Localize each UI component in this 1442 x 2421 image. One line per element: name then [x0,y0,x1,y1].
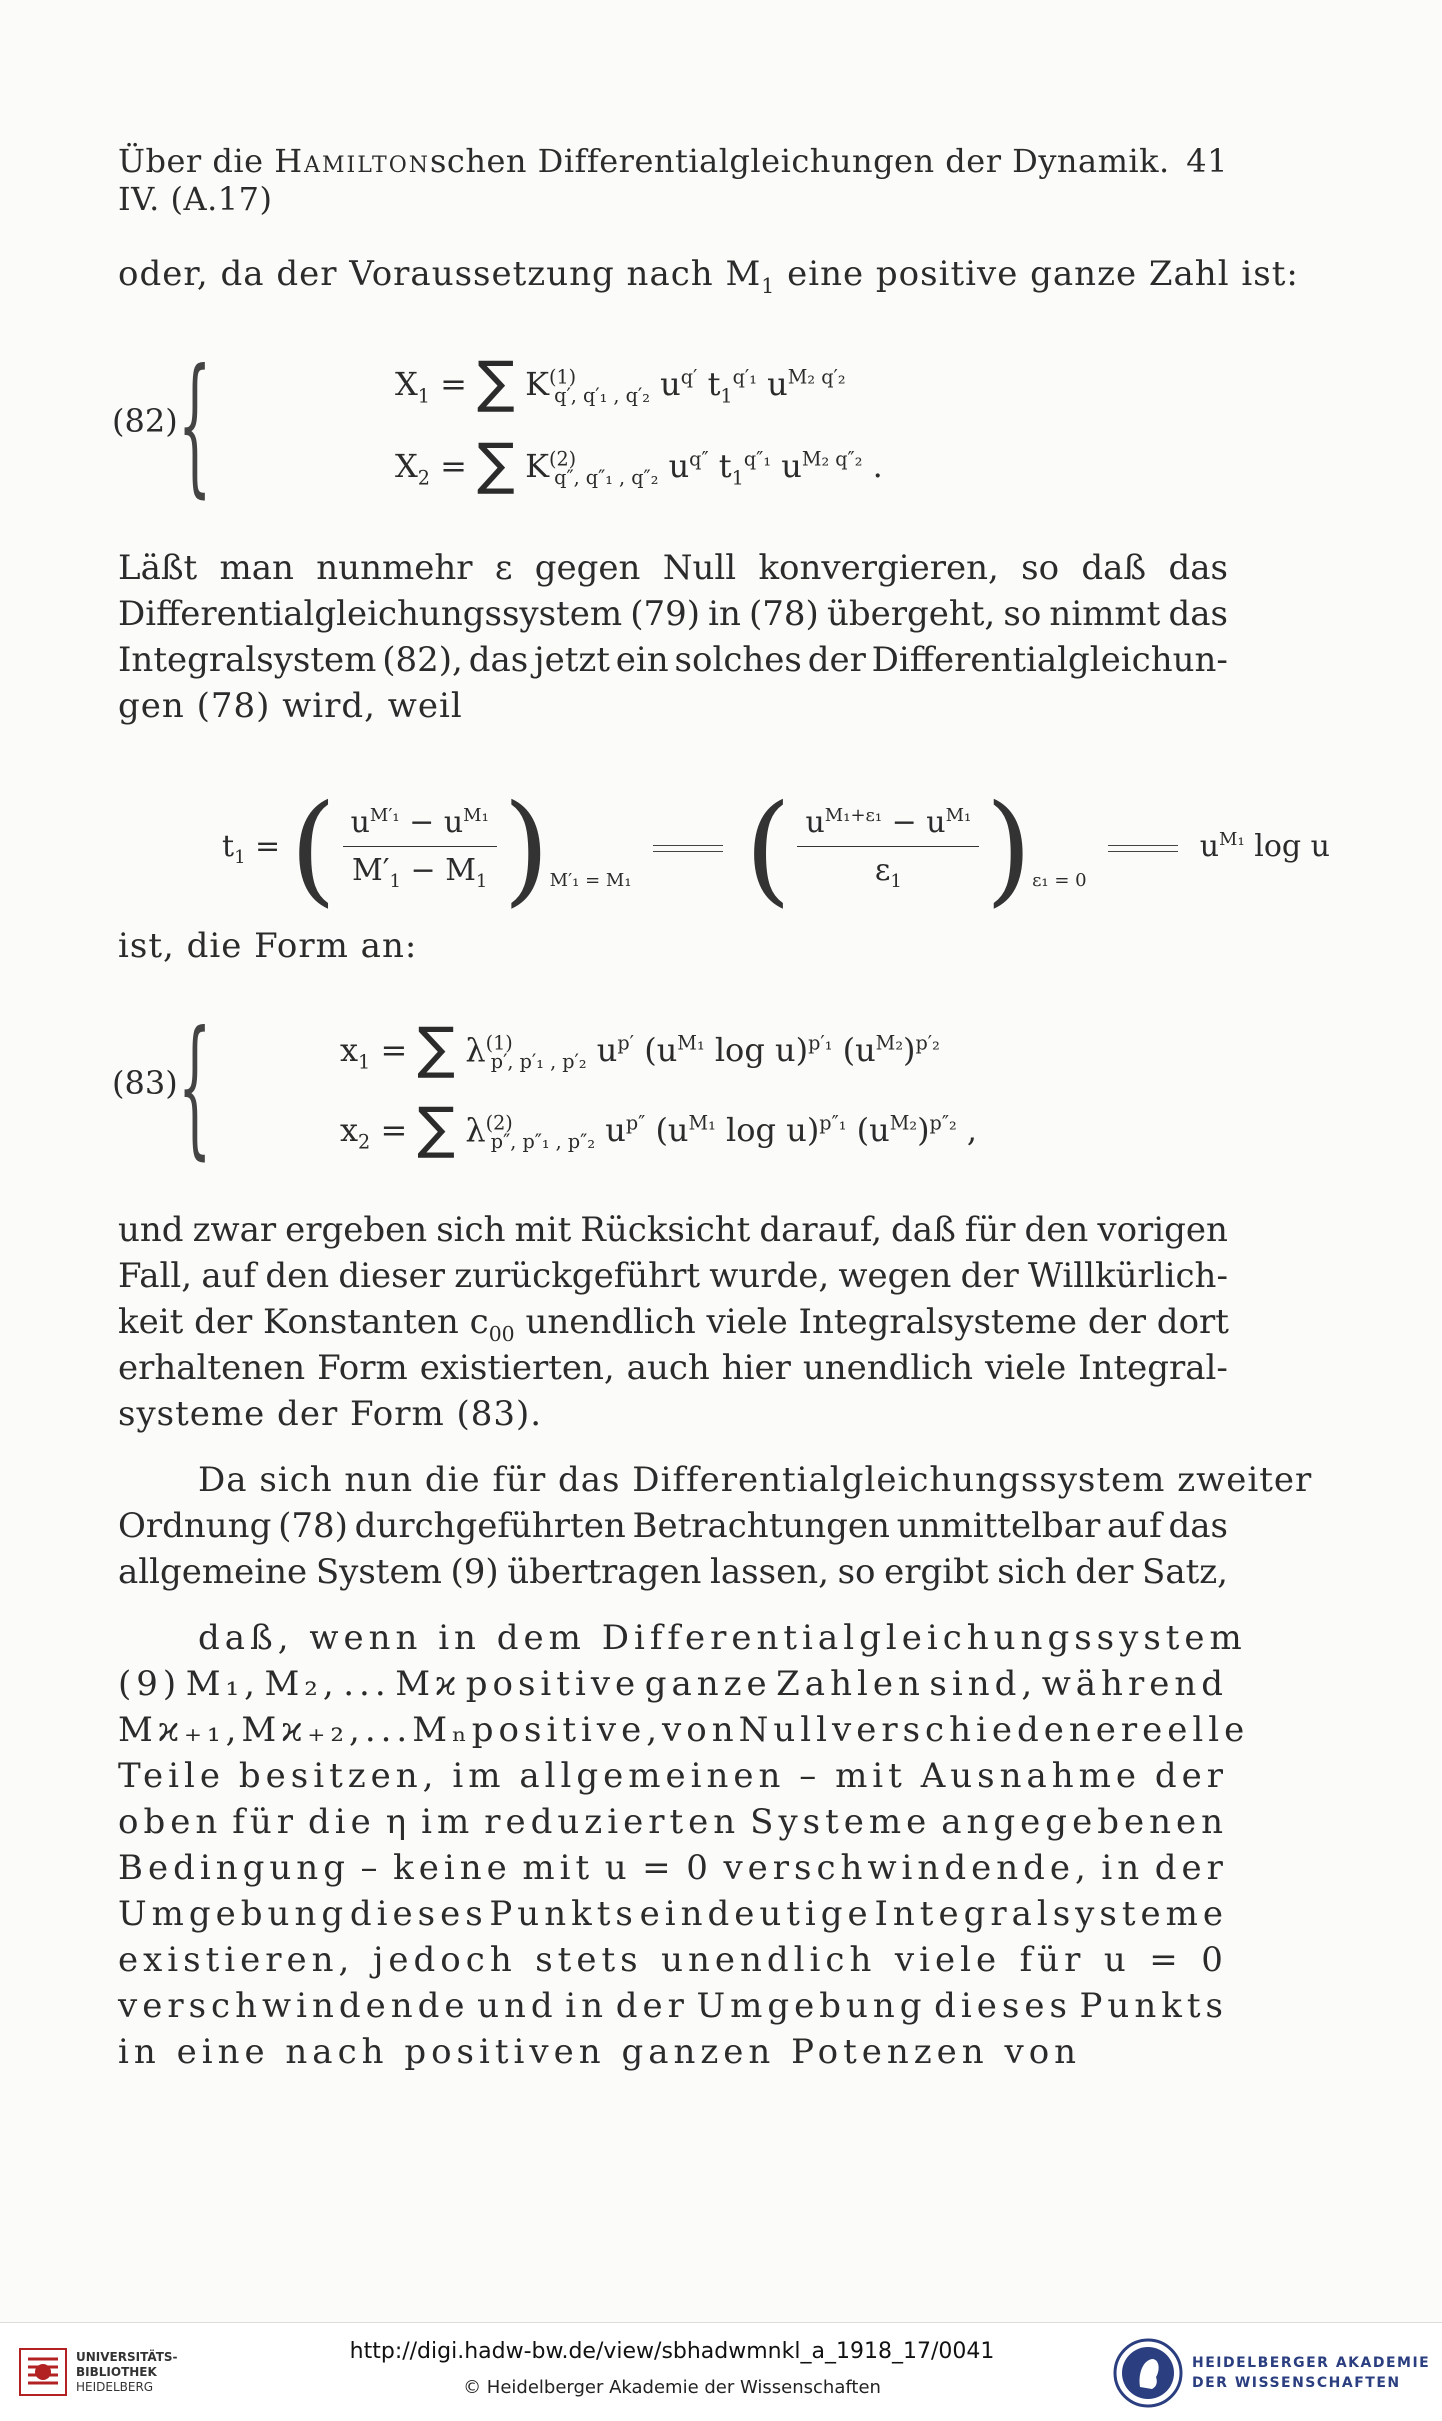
para1-line-2: Differentialgleichungssystem (79) in (78) übergeht, so nimmt das [118,594,1228,634]
para1-line-4: gen (78) wird, weil [118,686,463,726]
theorem-line-9: verschwindende und in der Umgebung dieses Punkts [118,1986,1228,2026]
copyright-text: © Heidelberger Akademie der Wissenschaften [463,2377,881,2398]
theorem-line-7: Umgebung dieses Punkts eindeutige Integralsysteme [118,1894,1228,1934]
para1-line-1: Läßt man nunmehr ε gegen Null konvergieren, so daß das [118,548,1228,588]
para2-line-2: Fall, auf den dieser zurückgeführt wurde, wegen der Willkürlich- [118,1256,1228,1296]
source-url-link[interactable]: http://digi.hadw-bw.de/view/sbhadwmnkl_a_1918_17/0041 [349,2339,995,2364]
author-name: Hamilton [274,142,430,180]
brace-83: { [178,1000,212,1174]
page-number: 41 [1186,142,1228,180]
intro-line: oder, da der Voraussetzung nach $M_1$ eine positive ganze Zahl ist: [118,254,1299,298]
academy-portrait-seal-icon [1112,2337,1184,2409]
footer-bar [0,2322,1442,2421]
theorem-line-1: daß, wenn in dem Differentialgleichungssystem [198,1618,1247,1658]
equation-83-line-2: $x_2$ = ∑ $\lambda^{(2)}_{p'', p''_1 , p''_2}$ $u^{p''}$ ($u^{M_1}$ log u)$^{p''_1}$ $(u^{M_2})^{p''_2}$ , [340,1096,978,1161]
running-header [118,142,1228,218]
academy-logo[interactable] [1112,2337,1430,2409]
theorem-line-6: Bedingung – keine mit u = 0 verschwindende, in der [118,1848,1228,1888]
para2-line-4: erhaltenen Form existierten, auch hier unendlich viele Integral- [118,1348,1228,1388]
brace-82: { [178,338,212,512]
para3-line-3: allgemeine System (9) übertragen lassen, so ergibt sich der Satz, [118,1552,1228,1592]
university-library-text: UNIVERSITÄTS- BIBLIOTHEK HEIDELBERG [76,2349,178,2394]
para2-line-3: keit der Konstanten $c_{00}$ unendlich viele Integralsysteme der dort [118,1302,1229,1346]
para2-line-5: systeme der Form (83). [118,1394,543,1434]
para2-line-1: und zwar ergeben sich mit Rücksicht darauf, daß für den vorigen [118,1210,1228,1250]
equation-82-line-1: $X_1$ = ∑ $K^{(1)}_{q', q'_1 , q'_2}$ $u^{q'}$ $t_1^{q'_1}$ $u^{M_2 q'_2}$ [395,350,846,415]
equation-number-82: (82) [112,402,178,440]
para3-line-2: Ordnung (78) durchgeführten Betrachtungen unmittelbar auf das [118,1506,1228,1546]
equation-number-83: (83) [112,1064,178,1102]
theorem-line-8: existieren, jedoch stets unendlich viele für u = 0 [118,1940,1228,1980]
theorem-line-3: Mϰ₊₁, Mϰ₊₂, ... Mₙ positive, von Null verschiedene reelle [118,1710,1250,1750]
theorem-line-5: oben für die η im reduzierten Systeme angegebenen [118,1802,1228,1842]
theorem-line-10: in eine nach positiven ganzen Potenzen von [118,2032,1082,2072]
header-title: Über die Hamiltonschen Differentialgleichungen der Dynamik. IV. (A.17) [118,142,1170,218]
theorem-line-4: Teile besitzen, im allgemeinen – mit Ausnahme der [118,1756,1228,1796]
academy-text: HEIDELBERGER AKADEMIE DER WISSENSCHAFTEN [1192,2355,1431,2391]
limit-equation: $t_1$ = ( $\frac{u^{M'_1} - u^{M_1}}{M'_1 - M_1}$ )$_{M'_1 = M_1}$ ( $\frac{u^{M_1+\varepsilon_1} - u^{M_1}}{\varepsilon_1}$ )$_{\varepsilon_1 = 0}$ $u^{M_1}$ log u [222,780,1330,919]
para1-line-3: Integralsystem (82), das jetzt ein solches der Differentialgleichun- [118,640,1228,680]
para3-line-1: Da sich nun die für das Differentialgleichungssystem zweiter [198,1460,1313,1500]
university-library-logo[interactable] [18,2347,178,2397]
ist-line: ist, die Form an: [118,926,418,966]
university-seal-icon [18,2347,68,2397]
equation-83-line-1: $x_1$ = ∑ $\lambda^{(1)}_{p', p'_1 , p'_2}$ $u^{p'}$ ($u^{M_1}$ log u)$^{p'_1}$ $(u^{M_2})^{p'_2}$ [340,1016,940,1081]
equation-82-line-2: $X_2$ = ∑ $K^{(2)}_{q'', q''_1 , q''_2}$ $u^{q''}$ $t_1^{q''_1}$ $u^{M_2 q''_2}$ . [395,432,883,497]
theorem-line-2: (9) M₁, M₂, ... Mϰ positive ganze Zahlen sind, während [118,1664,1228,1704]
